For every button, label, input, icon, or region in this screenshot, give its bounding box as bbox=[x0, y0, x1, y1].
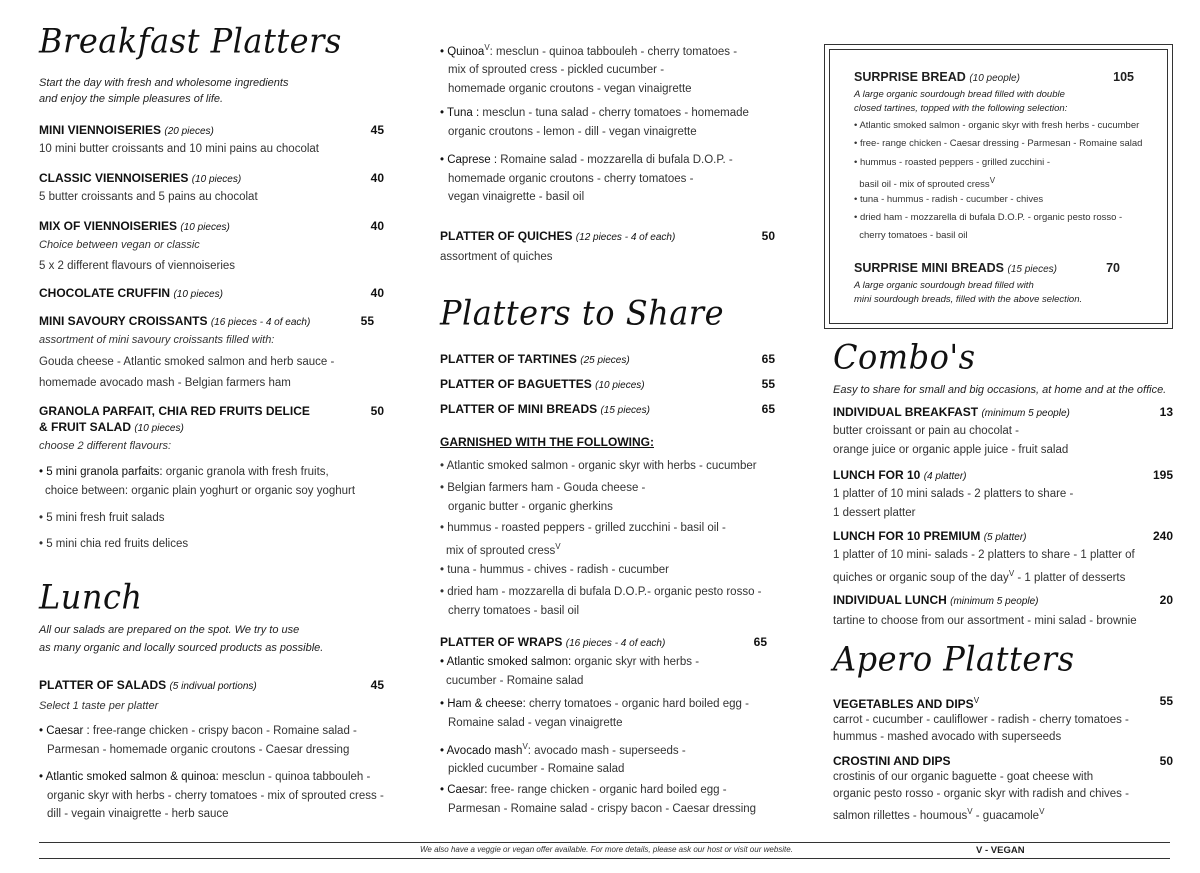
list-item: • Caesar : free-range chicken - crispy bacon - Romaine salad - Parmesan - homemade organic croutons - Caesar dressing bbox=[39, 725, 357, 756]
price: 55 bbox=[1159, 694, 1173, 708]
price: 50 bbox=[370, 404, 384, 418]
menu-item: PLATTER OF BAGUETTES (10 pieces) 55 bbox=[440, 376, 785, 394]
garnish-title: GARNISHED WITH THE FOLLOWING: bbox=[440, 435, 654, 449]
list-item: • tuna - hummus - chives - radish - cucumber bbox=[440, 564, 669, 576]
price: 50 bbox=[761, 229, 775, 243]
breakfast-heading: Breakfast Platters bbox=[39, 21, 342, 61]
menu-item: PLATTER OF WRAPS (16 pieces - 4 of each) 65 bbox=[440, 634, 785, 652]
price: 20 bbox=[1159, 593, 1173, 607]
menu-item: PLATTER OF TARTINES (25 pieces) 65 bbox=[440, 351, 785, 369]
list-item: • Atlantic smoked salmon - organic skyr with herbs - cucumber bbox=[440, 460, 757, 472]
menu-item: PLATTER OF QUICHES (12 pieces - 4 of each) 50 assortment of quiches bbox=[440, 229, 775, 263]
price: 40 bbox=[370, 219, 384, 233]
price: 40 bbox=[370, 171, 384, 185]
list-item: • dried ham - mozzarella di bufala D.O.P.- organic pesto rosso - cherry tomatoes - basil oil bbox=[440, 586, 762, 617]
price: 65 bbox=[761, 352, 775, 366]
menu-item: CLASSIC VIENNOISERIES (10 pieces) 40 5 butter croissants and 5 pains au chocolat bbox=[39, 171, 384, 203]
list-item: cherry tomatoes - basil oil bbox=[854, 230, 968, 241]
combos-heading: Combo's bbox=[833, 337, 976, 377]
menu-item: MINI VIENNOISERIES (20 pieces) 45 10 mini butter croissants and 10 mini pains au chocolat bbox=[39, 123, 384, 155]
list-item: • tuna - hummus - radish - cucumber - chives bbox=[854, 194, 1044, 205]
list-item: • Ham & cheese: cherry tomatoes - organic hard boiled egg - Romaine salad - vegan vinaigrette bbox=[440, 698, 749, 729]
footer-divider-bottom bbox=[39, 858, 1170, 859]
list-item: • hummus - roasted peppers - grilled zucchini - basil oil - mix of sprouted cress$^V$ bbox=[440, 522, 726, 557]
list-item: • Tuna : mesclun - tuna salad - cherry tomatoes - homemade organic croutons - lemon - dill - vegan vinaigrette bbox=[440, 107, 749, 138]
lunch-intro: All our salads are prepared on the spot. We try to use as many organic and locally sourced products as possible. bbox=[39, 624, 324, 654]
surprise-bread-intro: A large organic sourdough bread filled with double closed tartines, topped with the following selection: bbox=[854, 89, 1068, 114]
menu-item: PLATTER OF SALADS (5 indivual portions) 45 Select 1 taste per platter bbox=[39, 678, 384, 712]
menu-item: CHOCOLATE CRUFFIN (10 pieces) 40 bbox=[39, 285, 384, 303]
price: 50 bbox=[1159, 754, 1173, 768]
list-item: • hummus - roasted peppers - grilled zucchini - bbox=[854, 157, 1051, 168]
list-item: • Caesar: free- range chicken - organic hard boiled egg - Parmesan - Romaine salad - crispy bacon - Caesar dressing bbox=[440, 784, 757, 815]
footer-note: We also have a veggie or vegan offer available. For more details, please ask our host or visit our website. bbox=[420, 845, 793, 854]
price: 55 bbox=[360, 314, 374, 328]
price: 65 bbox=[753, 635, 767, 649]
menu-item: VEGETABLES AND $DIPS^V$ 55 carrot - cucumber - cauliflower - radish - cherry tomatoes - hummus - mashed avocado with superseeds bbox=[833, 694, 1173, 743]
share-heading: Platters to Share bbox=[440, 293, 725, 333]
surprise-mini-intro: A large organic sourdough bread filled with mini sourdough breads, filled with the above selection. bbox=[854, 280, 1083, 305]
price: 70 bbox=[1106, 261, 1120, 275]
price: 195 bbox=[1152, 468, 1173, 482]
list-item: • 5 mini granola parfaits: organic granola with fresh fruits, choice between: organic plain yoghurt or organic soy yoghurt bbox=[39, 466, 356, 497]
menu-item: LUNCH FOR 10 (4 platter) 195 1 platter of 10 mini salads - 2 platters to share - 1 dessert platter bbox=[833, 468, 1173, 519]
vegan-legend: V - VEGAN bbox=[976, 845, 1025, 856]
list-item: • Quinoa$^V$: mesclun - quinoa tabbouleh - cherry tomatoes - mix of sprouted cress - pickled cucumber - homemade organic croutons - vegan vinaigrette bbox=[440, 43, 738, 95]
menu-item: MINI SAVOURY CROISSANTS (16 pieces - 4 of each) 55 assortment of mini savoury croissants filled with: Gouda cheese - Atlantic smoked salmon and herb sauce - homemade avocado mash - Belgian farmers ham bbox=[39, 314, 374, 389]
menu-item: INDIVIDUAL LUNCH (minimum 5 people) 20 tartine to choose from our assortment - mini salad - brownie bbox=[833, 593, 1173, 627]
menu-item: MIX OF VIENNOISERIES (10 pieces) 40 Choice between vegan or classic 5 x 2 different flavours of viennoiseries bbox=[39, 219, 384, 272]
menu-item: PLATTER OF MINI BREADS (15 pieces) 65 bbox=[440, 401, 785, 419]
breakfast-intro: Start the day with fresh and wholesome ingredients and enjoy the simple pleasures of life. bbox=[39, 77, 289, 105]
price: 45 bbox=[370, 123, 384, 137]
menu-item: GRANOLA PARFAIT, CHIA RED FRUITS DELICE 50 & FRUIT SALAD (10 pieces) choose 2 different flavours: bbox=[39, 404, 384, 452]
list-item: • dried ham - mozzarella di bufala D.O.P. - organic pesto rosso - bbox=[854, 212, 1123, 223]
price: 45 bbox=[370, 678, 384, 692]
list-item: • Belgian farmers ham - Gouda cheese - organic butter - organic gherkins bbox=[440, 482, 646, 513]
price: 55 bbox=[761, 377, 775, 391]
menu-item: CROSTINI AND DIPS 50 crostinis of our organic baguette - goat cheese with organic pesto rosso - organic skyr with radish and chives - salmon rillettes - houmous$^V$ - guacamole$^V$ bbox=[833, 754, 1173, 822]
list-item: • free- range chicken - Caesar dressing - Parmesan - Romaine salad bbox=[854, 138, 1143, 149]
menu-item: LUNCH FOR 10 PREMIUM (5 platter) 240 1 platter of 10 mini- salads - 2 platters to share - 1 platter of quiches or organic soup of the day$^V$ - 1 platter of desserts bbox=[833, 529, 1173, 584]
list-item: • Atlantic smoked salmon & quinoa: mesclun - quinoa tabbouleh - organic skyr with herbs - cherry tomatoes - mix of sprouted cress - dill - vegain vinaigrette - herb sauce bbox=[39, 771, 384, 820]
list-item: • Caprese : Romaine salad - mozzarella di bufala D.O.P. - homemade organic croutons - cherry tomatoes - vegan vinaigrette - basil oil bbox=[440, 154, 733, 203]
footer-divider-top bbox=[39, 842, 1170, 843]
menu-item: INDIVIDUAL BREAKFAST (minimum 5 people) 13 butter croissant or pain au chocolat - orange juice or organic apple juice - fruit salad bbox=[833, 405, 1173, 456]
price: 13 bbox=[1159, 405, 1173, 419]
price: 40 bbox=[370, 286, 384, 300]
combos-intro: Easy to share for small and big occasions, at home and at the office. bbox=[833, 384, 1167, 396]
apero-heading: Apero Platters bbox=[833, 639, 1075, 679]
price: 105 bbox=[1113, 70, 1134, 84]
list-item: • Atlantic smoked salmon: organic skyr with herbs - cucumber - Romaine salad bbox=[440, 656, 700, 687]
menu-item: SURPRISE BREAD (10 people) 105 bbox=[854, 70, 1134, 84]
list-item: • 5 mini chia red fruits delices bbox=[39, 538, 189, 550]
list-item: basil oil - mix of sprouted cress$^V$ bbox=[854, 176, 996, 191]
lunch-heading: Lunch bbox=[39, 577, 143, 617]
list-item: • 5 mini fresh fruit salads bbox=[39, 512, 165, 524]
price: 240 bbox=[1152, 529, 1173, 543]
list-item: • Atlantic smoked salmon - organic skyr with fresh herbs - cucumber bbox=[854, 120, 1140, 131]
price: 65 bbox=[761, 402, 775, 416]
surprise-bread-box bbox=[824, 44, 1173, 329]
menu-item: SURPRISE MINI BREADS (15 pieces) 70 bbox=[854, 261, 1120, 275]
list-item: • Avocado mash$^V$: avocado mash - superseeds - pickled cucumber - Romaine salad bbox=[440, 742, 686, 776]
